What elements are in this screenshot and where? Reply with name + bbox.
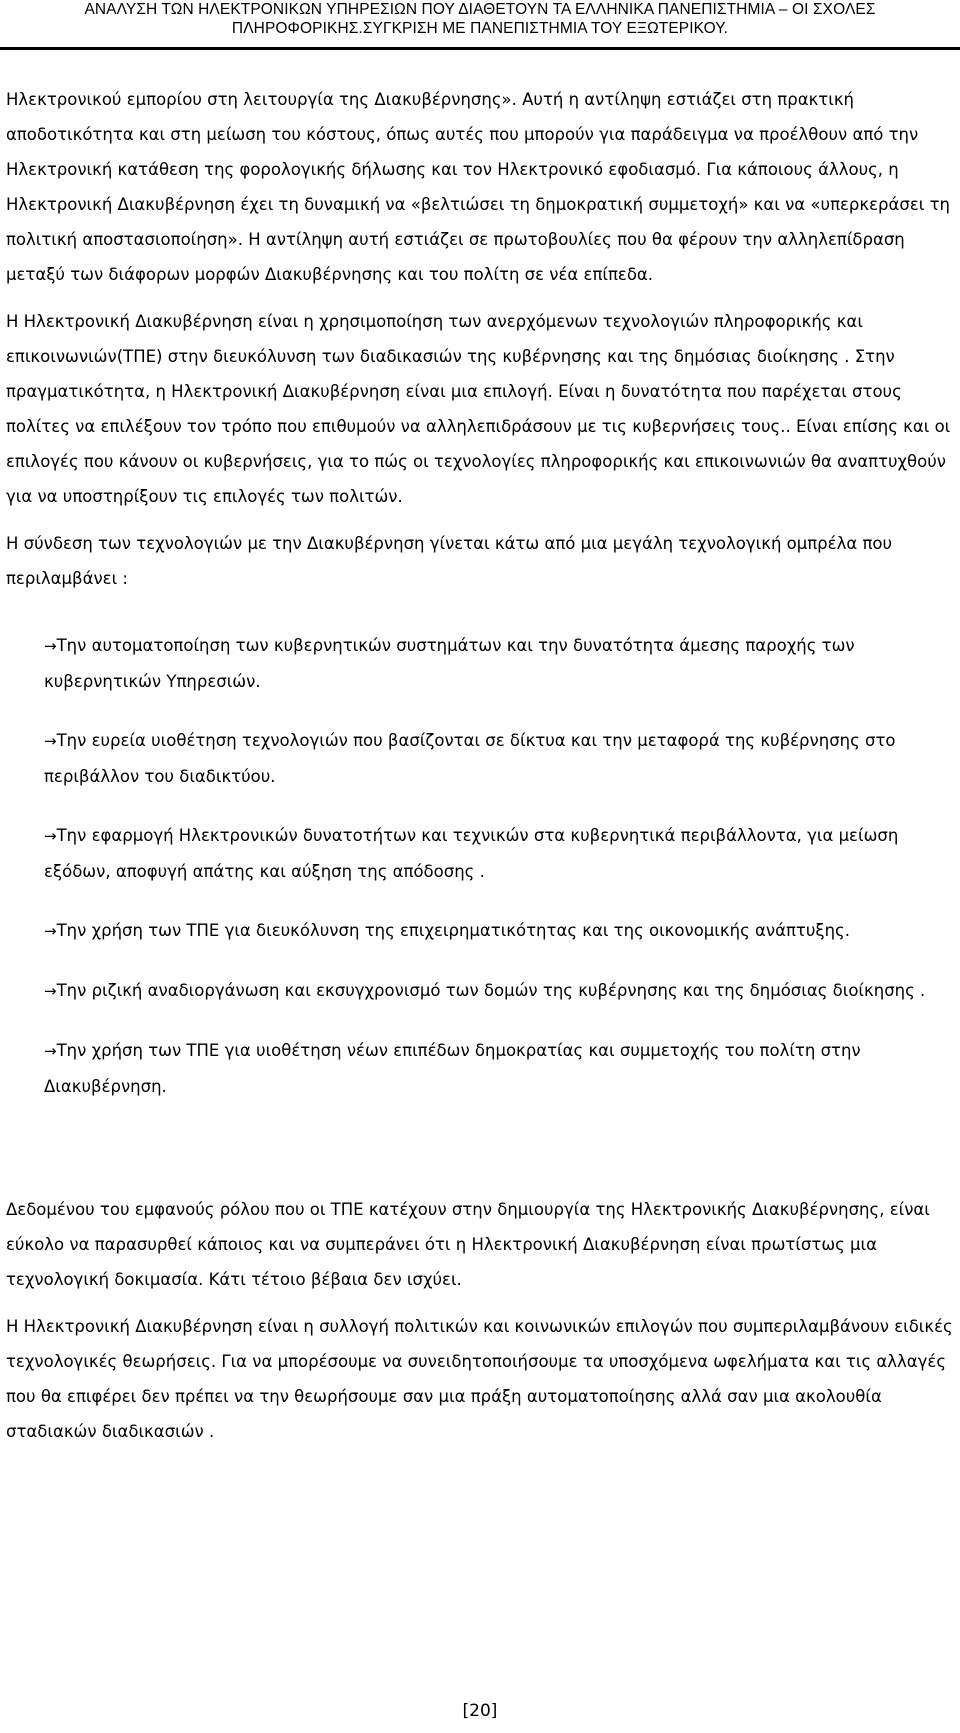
list-item-text: Την αυτοματοποίηση των κυβερνητικών συστημάτων και την δυνατότητα άμεσης παροχής των κυβερνητικών Υπηρεσιών.	[44, 636, 855, 691]
arrow-right-icon: →	[44, 922, 57, 940]
list-item	[6, 723, 958, 794]
running-header	[0, 0, 960, 38]
closing-paragraph-1: Δεδομένου του εμφανούς ρόλου που οι ΤΠΕ κατέχουν στην δημιουργία της Ηλεκτρονικής Διακυβέρνησης, είναι εύκολο να παρασυρθεί κάποιος και να συμπεράνει ότι η Ηλεκτρονική Διακυβέρνηση είναι πρωτίστως μια τεχνολογική δοκιμασία. Κάτι τέτοιο βέβαια δεν ισχύει.	[6, 1200, 930, 1289]
list-item	[6, 818, 958, 889]
arrow-right-icon: →	[44, 637, 57, 655]
section-spacer	[6, 1128, 958, 1192]
list-item-text: Την ευρεία υιοθέτηση τεχνολογιών που βασίζονται σε δίκτυα και την μεταφορά της κυβέρνησης στο περιβάλλον του διαδικτύου.	[44, 731, 896, 786]
page-body	[6, 82, 958, 1449]
list-item-text: Την χρήση των ΤΠΕ για διευκόλυνση της επιχειρηματικότητας και της οικονομικής ανάπτυξης.	[56, 921, 850, 940]
list-item	[6, 1033, 958, 1104]
arrow-right-icon: →	[44, 982, 57, 1000]
arrow-right-icon: →	[44, 1042, 57, 1060]
paragraph-1: Ηλεκτρονικού εμπορίου στη λειτουργία της Διακυβέρνησης». Αυτή η αντίληψη εστιάζει στη πρακτική αποδοτικότητα και στη μείωση του κόστους, όπως αυτές που μπορούν για παράδειγμα να προέλθουν από την Ηλεκτρονική κατάθεση της φορολογικής δήλωσης και τον Ηλεκτρονικό εφοδιασμό. Για κάποιους άλλους, η Ηλεκτρονική Διακυβέρνηση έχει τη δυναμική να «βελτιώσει τη δημοκρατική συμμετοχή» και να «υπερκεράσει τη πολιτική αποστασιοποίηση». Η αντίληψη αυτή εστιάζει σε πρωτοβουλίες που θα φέρουν την αλληλεπίδραση μεταξύ των διάφορων μορφών Διακυβέρνησης και του πολίτη σε νέα επίπεδα.	[6, 90, 950, 284]
list-item	[6, 628, 958, 699]
bullet-list	[6, 628, 958, 1104]
list-item-text: Την χρήση των ΤΠΕ για υιοθέτηση νέων επιπέδων δημοκρατίας και συμμετοχής του πολίτη στην Διακυβέρνηση.	[44, 1041, 861, 1096]
arrow-right-icon: →	[44, 827, 57, 845]
list-item-text: Την εφαρμογή Ηλεκτρονικών δυνατοτήτων και τεχνικών στα κυβερνητικά περιβάλλοντα, για μείωση εξόδων, αποφυγή απάτης και αύξηση της απόδοσης .	[44, 826, 899, 881]
list-item-text: Την ριζική αναδιοργάνωση και εκσυγχρονισμό των δομών της κυβέρνησης και της δημόσιας διοίκησης .	[56, 981, 926, 1000]
arrow-right-icon: →	[44, 732, 57, 750]
header-line-1: ΑΝΑΛΥΣΗ ΤΩΝ ΗΛΕΚΤΡΟΝΙΚΩΝ ΥΠΗΡΕΣΙΩΝ ΠΟΥ ΔΙΑΘΕΤΟΥΝ ΤΑ ΕΛΛΗΝΙΚΑ ΠΑΝΕΠΙΣΤΗΜΙΑ – ΟΙ ΣΧΟΛΕΣ	[84, 1, 876, 18]
list-item	[6, 973, 958, 1009]
header-divider	[0, 47, 960, 50]
header-line-2: ΠΛΗΡΟΦΟΡΙΚΗΣ.ΣΥΓΚΡΙΣΗ ΜΕ ΠΑΝΕΠΙΣΤΗΜΙΑ ΤΟΥ ΕΞΩΤΕΡΙΚΟΥ.	[231, 20, 729, 37]
closing-paragraph-2: Η Ηλεκτρονική Διακυβέρνηση είναι η συλλογή πολιτικών και κοινωνικών επιλογών που συμπεριλαμβάνουν ειδικές τεχνολογικές θεωρήσεις. Για να μπορέσουμε να συνειδητοποιήσουμε τα υποσχόμενα ωφελήματα και τις αλλαγές που θα επιφέρει δεν πρέπει να την θεωρήσουμε σαν μια πράξη αυτοματοποίησης αλλά σαν μια ακολουθία σταδιακών διαδικασιών .	[6, 1317, 953, 1441]
page-number: [20]	[462, 1701, 498, 1721]
list-item	[6, 913, 958, 949]
paragraph-3: Η σύνδεση των τεχνολογιών με την Διακυβέρνηση γίνεται κάτω από μια μεγάλη τεχνολογική ομπρέλα που περιλαμβάνει :	[6, 534, 893, 588]
paragraph-2: Η Ηλεκτρονική Διακυβέρνηση είναι η χρησιμοποίηση των ανερχόμενων τεχνολογιών πληροφορικής και επικοινωνιών(ΤΠΕ) στην διευκόλυνση των διαδικασιών της κυβέρνησης και της δημόσιας διοίκησης . Στην πραγματικότητα, η Ηλεκτρονική Διακυβέρνηση είναι μια επιλογή. Είναι η δυνατότητα που παρέχεται στους πολίτες να επιλέξουν τον τρόπο που επιθυμούν να αλληλεπιδράσουν με τις κυβερνήσεις τους.. Είναι επίσης και οι επιλογές που κάνουν οι κυβερνήσεις, για το πώς οι τεχνολογίες πληροφορικής και επικοινωνιών θα αναπτυχθούν για να υποστηρίξουν τις επιλογές των πολιτών.	[6, 312, 951, 506]
